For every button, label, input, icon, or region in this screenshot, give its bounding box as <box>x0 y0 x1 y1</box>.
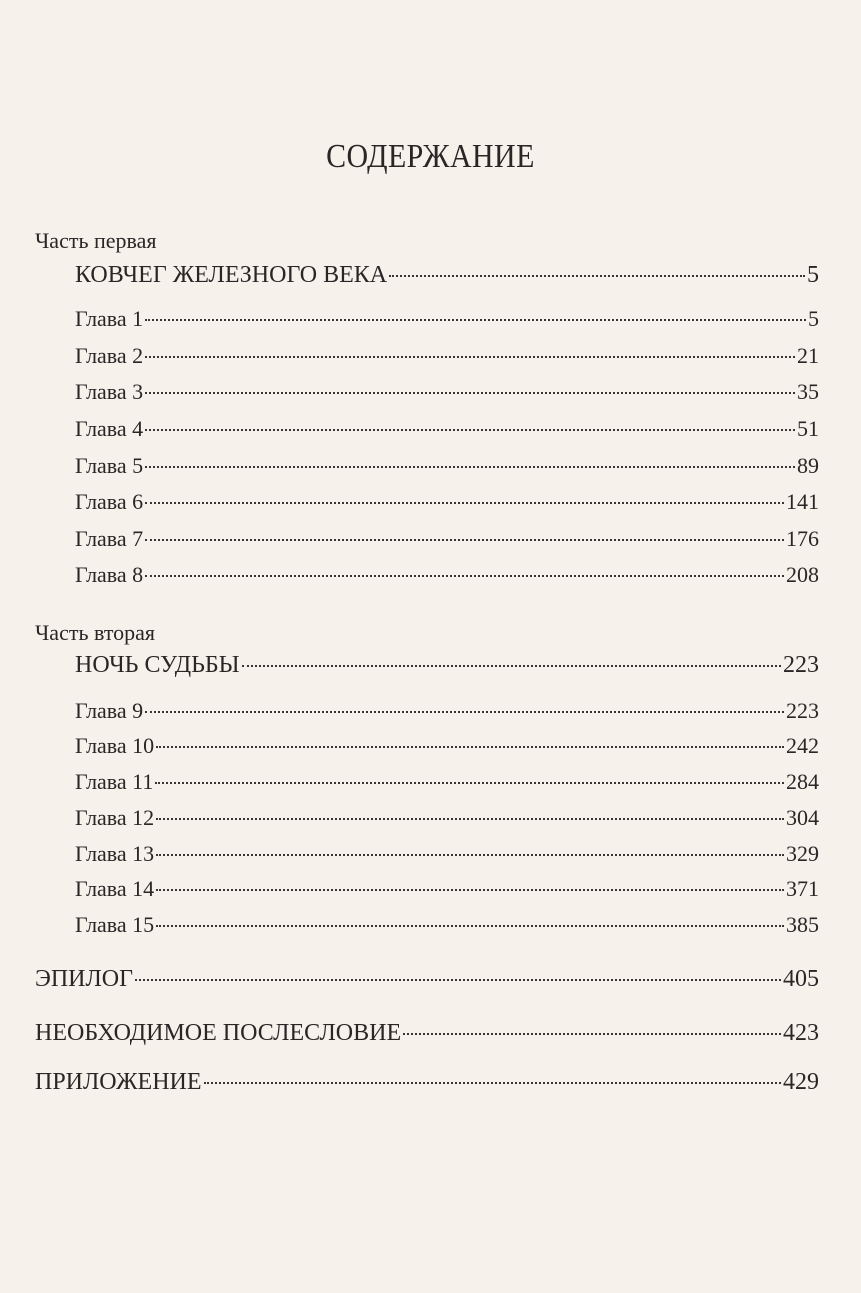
entry-page: 141 <box>786 489 819 514</box>
entry-page: 329 <box>786 841 819 866</box>
toc-entry-chapter[interactable] <box>75 562 819 588</box>
entry-page: 223 <box>786 698 819 723</box>
dot-leader <box>145 356 795 358</box>
toc-entry-appendix[interactable] <box>35 1069 819 1096</box>
toc-entry-chapter[interactable] <box>75 769 819 795</box>
toc-entry-chapter[interactable] <box>75 489 819 515</box>
toc-entry-chapter[interactable] <box>75 698 819 724</box>
entry-label: ЭПИЛОГ <box>35 966 133 992</box>
toc-entry-chapter[interactable] <box>75 841 819 867</box>
dot-leader <box>145 466 795 468</box>
toc-entry-chapter[interactable] <box>75 912 819 938</box>
dot-leader <box>204 1082 781 1084</box>
entry-page: 423 <box>783 1020 819 1046</box>
toc-entry-part-title[interactable] <box>75 652 819 679</box>
dot-leader <box>145 502 784 504</box>
dot-leader <box>145 319 806 321</box>
entry-page: 21 <box>797 343 819 368</box>
dot-leader <box>155 782 784 784</box>
entry-page: 208 <box>786 562 819 587</box>
dot-leader <box>145 575 784 577</box>
dot-leader <box>145 711 784 713</box>
dot-leader <box>156 889 784 891</box>
entry-page: 35 <box>797 379 819 404</box>
entry-label: НЕОБХОДИМОЕ ПОСЛЕСЛОВИЕ <box>35 1020 402 1046</box>
entry-label: Глава 5 <box>75 453 144 478</box>
entry-label: Глава 6 <box>75 489 144 514</box>
dot-leader <box>242 665 781 667</box>
toc-entry-chapter[interactable] <box>75 343 819 369</box>
entry-label: НОЧЬ СУДЬБЫ <box>75 652 240 678</box>
entry-label: Глава 8 <box>75 562 144 587</box>
entry-label: ПРИЛОЖЕНИЕ <box>35 1069 202 1095</box>
toc-entry-chapter[interactable] <box>75 453 819 479</box>
entry-page: 223 <box>783 652 819 678</box>
entry-label: Глава 11 <box>75 769 154 794</box>
dot-leader <box>135 979 781 981</box>
entry-page: 89 <box>797 453 819 478</box>
dot-leader <box>156 854 784 856</box>
entry-label: Глава 14 <box>75 876 155 901</box>
entry-page: 242 <box>786 733 819 758</box>
dot-leader <box>145 539 784 541</box>
toc-entry-afterword[interactable] <box>35 1020 819 1047</box>
entry-page: 405 <box>783 966 819 992</box>
dot-leader <box>389 275 805 277</box>
page-title: СОДЕРЖАНИЕ <box>326 138 535 175</box>
toc-entry-part-title[interactable] <box>75 262 819 289</box>
toc-entry-chapter[interactable] <box>75 416 819 442</box>
toc-entry-epilogue[interactable] <box>35 966 819 993</box>
entry-page: 5 <box>807 262 819 288</box>
entry-page: 5 <box>808 306 819 331</box>
dot-leader <box>145 429 795 431</box>
entry-label: Глава 12 <box>75 805 155 830</box>
entry-page: 51 <box>797 416 819 441</box>
entry-page: 304 <box>786 805 819 830</box>
toc-entry-chapter[interactable] <box>75 526 819 552</box>
entry-label: Глава 13 <box>75 841 155 866</box>
toc-entry-chapter[interactable] <box>75 876 819 902</box>
entry-label: Глава 2 <box>75 343 144 368</box>
part-label: Часть вторая <box>35 620 156 645</box>
entry-page: 385 <box>786 912 819 937</box>
dot-leader <box>156 818 784 820</box>
entry-page: 371 <box>786 876 819 901</box>
entry-page: 284 <box>786 769 819 794</box>
entry-label: Глава 1 <box>75 306 144 331</box>
dot-leader <box>156 925 784 927</box>
toc-entry-chapter[interactable] <box>75 379 819 405</box>
entry-label: Глава 9 <box>75 698 144 723</box>
dot-leader <box>145 392 795 394</box>
entry-label: Глава 3 <box>75 379 144 404</box>
entry-label: КОВЧЕГ ЖЕЛЕЗНОГО ВЕКА <box>75 262 388 288</box>
toc-entry-chapter[interactable] <box>75 805 819 831</box>
entry-label: Глава 7 <box>75 526 144 551</box>
toc-entry-chapter[interactable] <box>75 306 819 332</box>
entry-label: Глава 4 <box>75 416 144 441</box>
entry-page: 176 <box>786 526 819 551</box>
entry-page: 429 <box>783 1069 819 1095</box>
entry-label: Глава 10 <box>75 733 155 758</box>
part-label: Часть первая <box>35 228 157 253</box>
dot-leader <box>403 1033 781 1035</box>
dot-leader <box>156 746 784 748</box>
toc-entry-chapter[interactable] <box>75 733 819 759</box>
entry-label: Глава 15 <box>75 912 155 937</box>
